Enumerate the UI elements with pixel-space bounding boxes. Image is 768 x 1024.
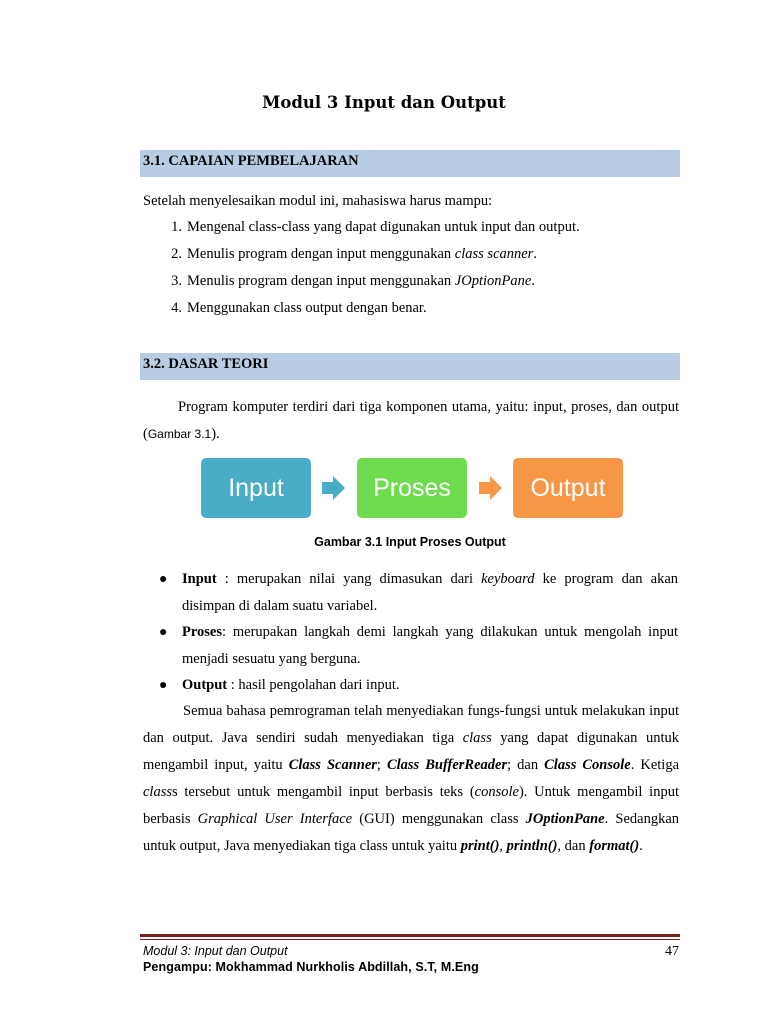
arrow-right-icon — [320, 475, 346, 501]
proses-box: Proses — [357, 458, 467, 518]
bullet-term: Proses — [182, 624, 223, 640]
intro-paragraph — [143, 394, 679, 448]
section-heading-text: 3.1. CAPAIAN PEMBELAJARAN — [143, 153, 359, 169]
list-tail: . — [533, 246, 537, 262]
class-name: Class BufferReader — [386, 757, 508, 773]
list-emphasis: JOptionPane — [454, 273, 532, 289]
figure-caption: Gambar 3.1 Input Proses Output — [314, 535, 506, 549]
bullet-icon: ● — [159, 678, 168, 693]
section1-intro: Setelah menyelesaikan modul ini, mahasiswa harus mampu: — [143, 193, 493, 209]
list-text: Menulis program dengan input menggunakan — [187, 246, 455, 262]
body-paragraph — [143, 698, 679, 860]
list-item — [143, 300, 427, 317]
bullet-text: : hasil pengolahan dari input. — [227, 677, 400, 693]
list-emphasis: class scanner — [454, 246, 534, 262]
paragraph-text: Semua bahasa pemrograman telah menyediakan fungs-fungsi untuk melakukan input dan output. Java sendiri sudah menyediakan tiga — [143, 703, 679, 746]
paragraph-text: ; dan — [507, 757, 545, 773]
paragraph-text: . — [639, 838, 643, 854]
footer-lecturer: Pengampu: Mokhammad Nurkholis Abdillah, S.T, M.Eng — [143, 960, 479, 974]
list-item — [143, 219, 580, 236]
footer-rule — [140, 934, 680, 937]
list-tail: . — [531, 273, 535, 289]
paragraph-text: ). — [211, 426, 220, 442]
paragraph-emphasis: class — [143, 784, 172, 800]
paragraph-emphasis: class — [462, 730, 492, 746]
arrow-right-icon — [477, 475, 503, 501]
list-number: 4. — [171, 300, 182, 316]
list-number: 3. — [171, 273, 182, 289]
paragraph-text: yang dapat digunakan untuk mengambil input, yaitu — [143, 730, 680, 773]
list-number: 2. — [171, 246, 182, 262]
paragraph-emphasis: Graphical User Interface — [197, 811, 353, 827]
figure-reference: Gambar 3.1 — [147, 427, 212, 441]
list-text: Mengenal class-class yang dapat digunakan untuk input dan output. — [187, 219, 580, 235]
page-footer — [143, 944, 679, 974]
list-item — [143, 273, 535, 290]
output-box: Output — [513, 458, 623, 518]
method-name: format() — [589, 838, 640, 854]
page-number: 47 — [665, 944, 679, 959]
paragraph-text: . Sedangkan untuk output, Java menyediakan tiga class untuk yaitu — [143, 811, 680, 854]
paragraph-text: ; — [376, 757, 387, 773]
list-number: 1. — [171, 219, 182, 235]
bullet-icon: ● — [159, 572, 168, 587]
class-name: Class Console — [544, 757, 631, 773]
bullet-term: Output — [182, 677, 228, 693]
paragraph-text: s tersebut untuk mengambil input berbasis teks ( — [172, 784, 475, 800]
paragraph-text: . Ketiga — [630, 757, 680, 773]
bullet-text: ke program dan akan disimpan di dalam suatu variabel. — [182, 571, 678, 614]
class-name: Class Scanner — [288, 757, 377, 773]
paragraph-text: (GUI) menggunakan class — [352, 811, 526, 827]
footer-rule-thin — [140, 939, 680, 940]
bullet-term: Input — [182, 571, 217, 587]
paragraph-emphasis: console — [474, 784, 519, 800]
paragraph-text: , — [499, 838, 507, 854]
paragraph-text: ). Untuk mengambil input berbasis — [143, 784, 679, 827]
list-item — [143, 246, 537, 263]
footer-module-title: Modul 3: Input dan Output — [143, 944, 288, 958]
bullet-text: : merupakan nilai yang dimasukan dari — [216, 571, 482, 587]
section-heading-dasar-teori — [140, 353, 680, 380]
paragraph-text: Program komputer terdiri dari tiga komponen utama, yaitu: input, proses, dan output ( — [143, 399, 679, 442]
class-name: JOptionPane — [525, 811, 605, 827]
bullet-text: : merupakan langkah demi langkah yang dilakukan untuk mengolah input menjadi sesuatu yang berguna. — [182, 624, 678, 667]
method-name: println() — [506, 838, 558, 854]
input-box: Input — [201, 458, 311, 518]
list-text: Menulis program dengan input menggunakan — [187, 273, 455, 289]
list-text: Menggunakan class output dengan benar. — [187, 300, 427, 316]
page-title: Modul 3 Input dan Output — [262, 93, 506, 112]
paragraph-text: , dan — [557, 838, 590, 854]
bullet-icon: ● — [159, 625, 168, 640]
bullet-emphasis: keyboard — [481, 571, 535, 587]
input-process-output-diagram — [198, 458, 628, 520]
section-heading-text: 3.2. DASAR TEORI — [143, 356, 269, 372]
method-name: print() — [460, 838, 500, 854]
section-heading-capaian — [140, 150, 680, 177]
